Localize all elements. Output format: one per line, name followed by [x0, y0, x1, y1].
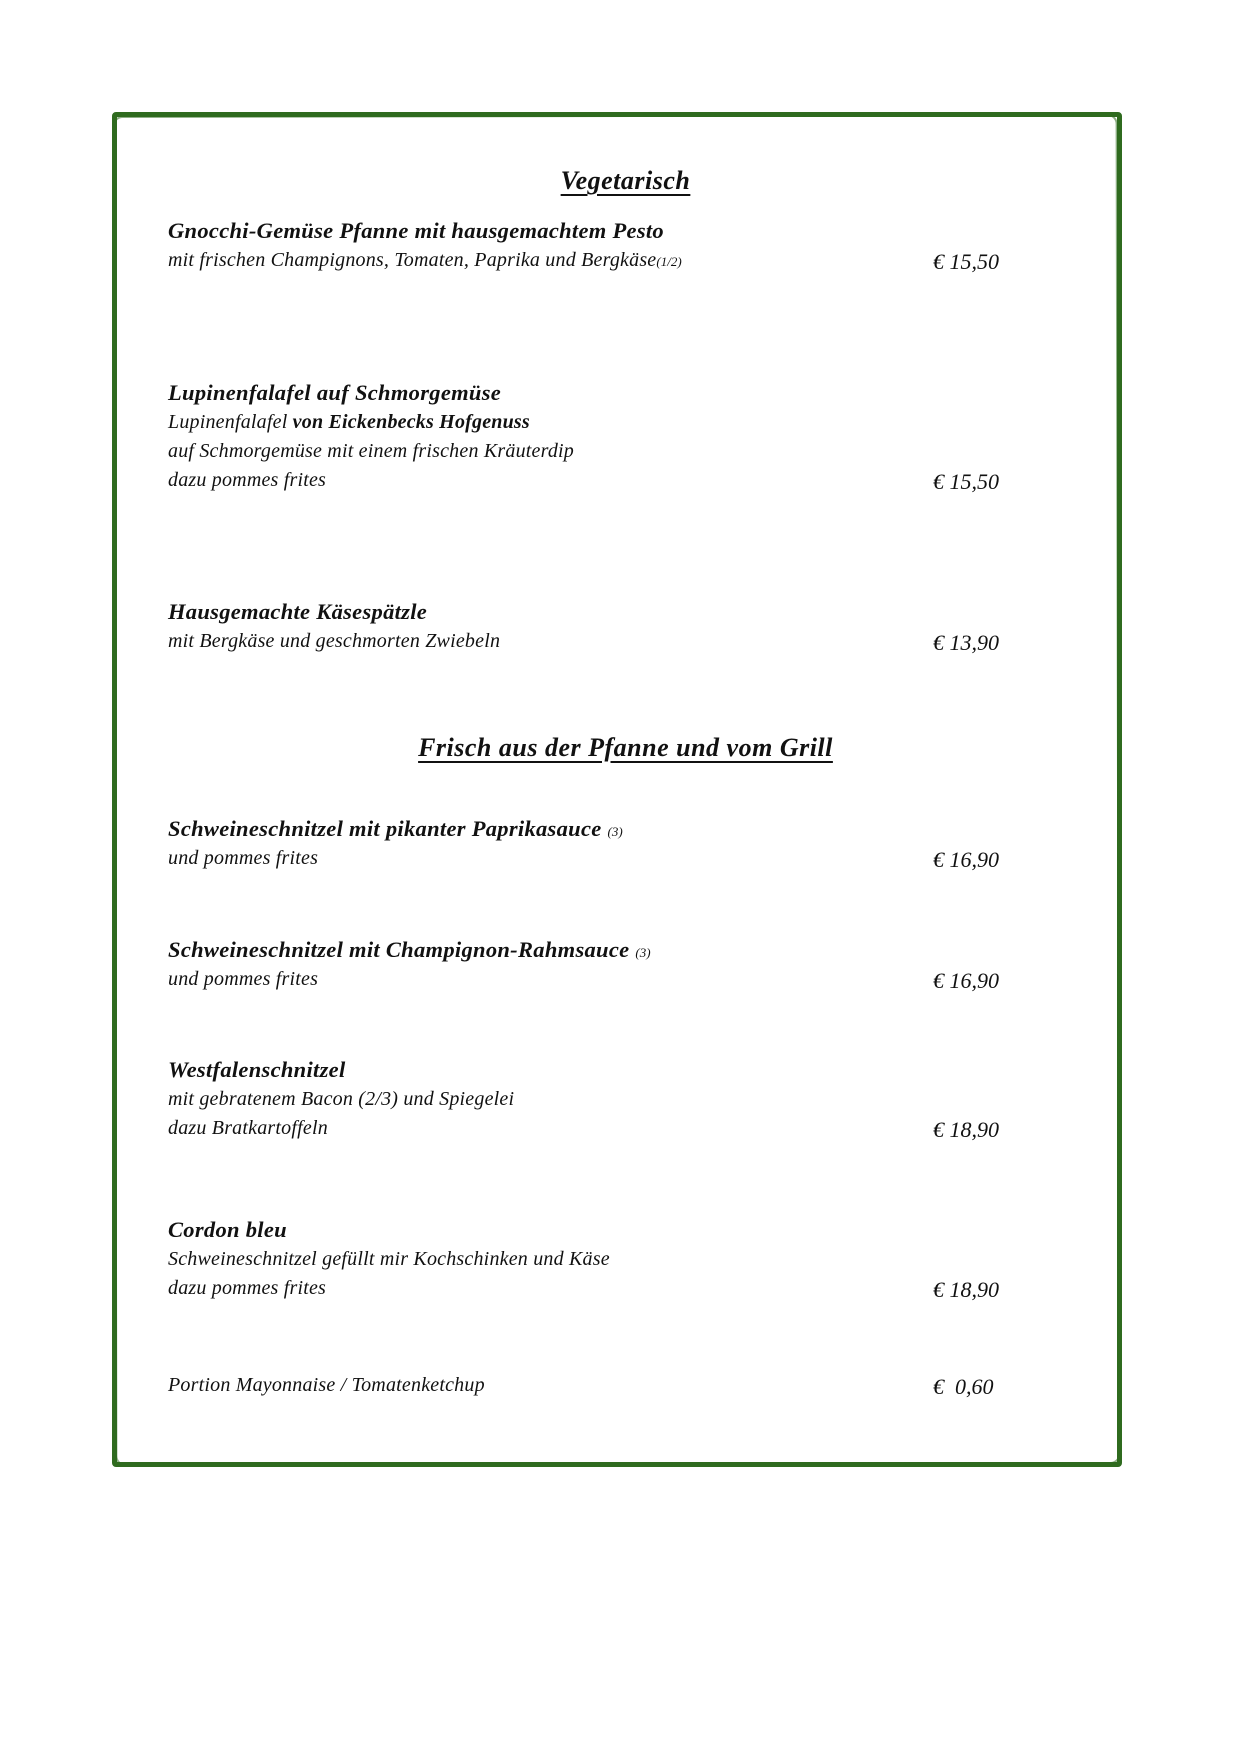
allergen-marker: (1/2): [656, 253, 682, 269]
section-title-vegetarisch: Vegetarisch: [560, 166, 691, 195]
menu-item: [168, 814, 1083, 873]
menu-item: [168, 1215, 1083, 1303]
menu-item-description-line: Schweineschnitzel gefüllt mir Kochschinken und Käse: [168, 1247, 610, 1270]
menu-item-description-line: auf Schmorgemüse mit einem frischen Kräuterdip: [168, 439, 574, 462]
menu-item-description: mit Bergkäse und geschmorten Zwiebeln: [168, 629, 501, 652]
menu-item-text: [168, 216, 682, 275]
menu-item-name: Cordon bleu: [168, 1217, 287, 1242]
menu-item-price: € 16,90: [933, 846, 999, 872]
menu-item-text: [168, 1055, 514, 1143]
menu-item-name: Schweineschnitzel mit Champignon-Rahmsauce (3): [168, 937, 651, 962]
menu-item-description-line: dazu Bratkartoffeln: [168, 1116, 328, 1139]
menu-item-description-line: mit gebratenem Bacon (2/3) und Spiegelei: [168, 1087, 515, 1110]
menu-item: [168, 597, 1083, 656]
menu-item-name: Hausgemachte Käsespätzle: [168, 599, 428, 624]
menu-item-name: Gnocchi-Gemüse Pfanne mit hausgemachtem Pesto: [168, 218, 664, 243]
menu-item-extra: [168, 1371, 1083, 1400]
menu-item-price: € 15,50: [933, 468, 999, 494]
menu-item: [168, 1055, 1083, 1143]
allergen-marker: (3): [635, 945, 651, 960]
menu-item: [168, 935, 1083, 994]
menu-item-description-line: dazu pommes frites: [168, 468, 327, 491]
desc-highlight: von Eickenbecks Hofgenuss: [292, 410, 530, 433]
menu-item-name: Lupinenfalafel auf Schmorgemüse: [168, 380, 502, 405]
menu-item-description: und pommes frites: [168, 846, 319, 869]
menu-item-price: € 15,50: [933, 248, 999, 274]
menu-item-description-line: [168, 408, 574, 437]
menu-item-description: und pommes frites: [168, 967, 319, 990]
desc-plain: Lupinenfalafel: [168, 410, 293, 433]
menu-item-name: Westfalenschnitzel: [168, 1057, 346, 1082]
section-title-pfanne-grill: Frisch aus der Pfanne und vom Grill: [418, 733, 833, 762]
allergen-marker: (3): [607, 824, 623, 839]
menu-item-text: [168, 1215, 610, 1303]
menu-item-price: € 16,90: [933, 967, 999, 993]
menu-item-text: [168, 597, 500, 656]
menu-item-text: [168, 814, 623, 873]
menu-item-price: € 18,90: [933, 1276, 999, 1302]
menu-item-name: Schweineschnitzel mit pikanter Paprikasauce (3): [168, 816, 623, 841]
menu-item-price: € 13,90: [933, 629, 999, 655]
menu-item-price: € 0,60: [933, 1374, 994, 1399]
menu-item: [168, 216, 1083, 275]
menu-item: [168, 378, 1083, 495]
menu-item-description: mit frischen Champignons, Tomaten, Paprika und Bergkäse(1/2): [168, 248, 682, 271]
menu-item-text: [168, 1371, 485, 1400]
menu-item-text: [168, 378, 574, 495]
menu-item-description-line: dazu pommes frites: [168, 1276, 327, 1299]
menu-item-text: [168, 935, 651, 994]
menu-item-description: Portion Mayonnaise / Tomatenketchup: [168, 1374, 485, 1396]
menu-item-price: € 18,90: [933, 1116, 999, 1142]
